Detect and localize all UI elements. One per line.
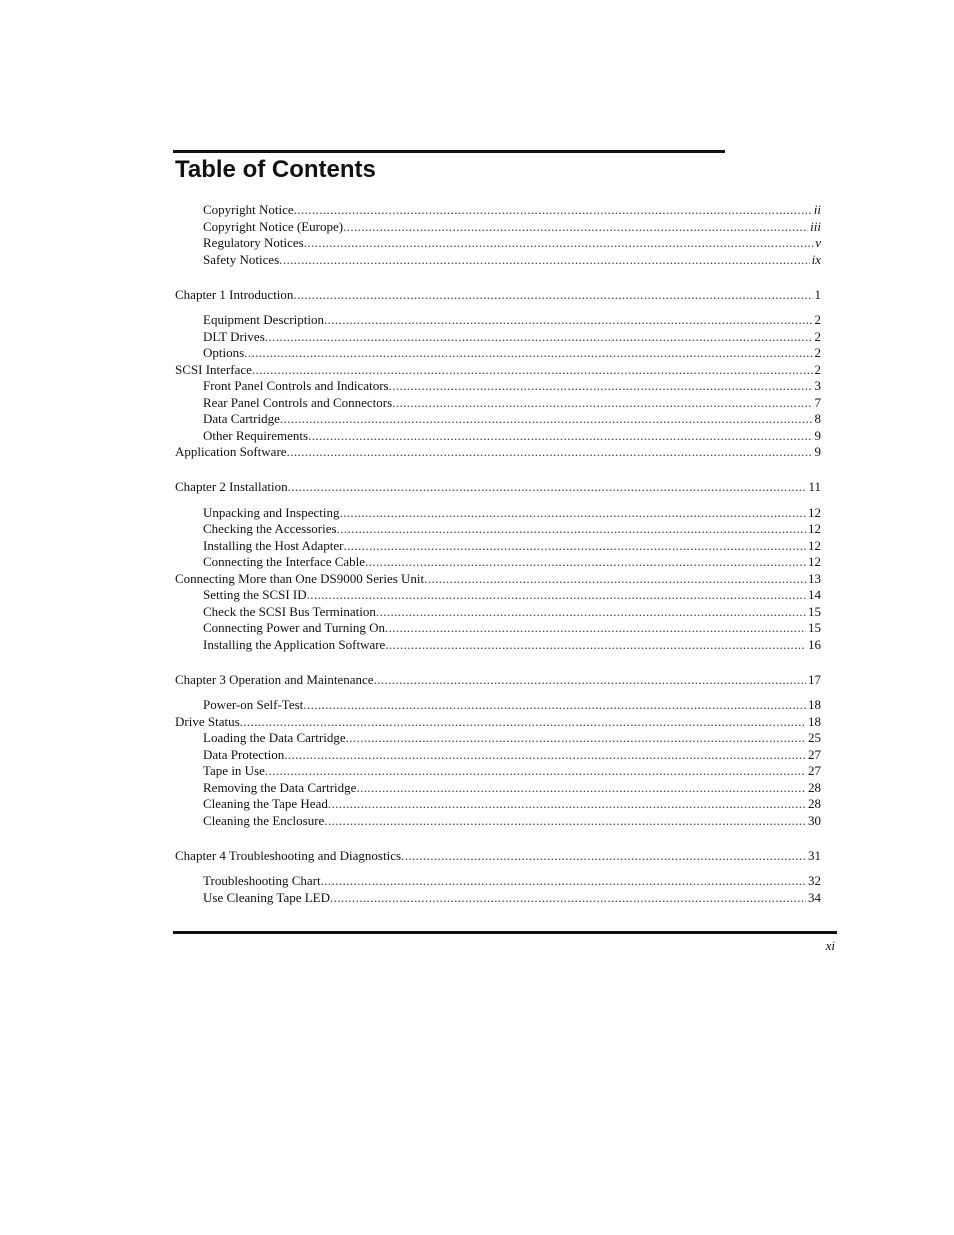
toc-entry-page: 2 [814, 312, 821, 327]
section-spacer [175, 829, 821, 848]
toc-entry-page: 27 [808, 746, 821, 762]
toc-entry-page: 34 [808, 889, 821, 905]
dot-leader [389, 378, 813, 395]
toc-entry[interactable] [175, 444, 821, 461]
toc-entry[interactable] [175, 780, 821, 797]
dot-leader [324, 813, 806, 830]
dot-leader [252, 362, 813, 379]
toc-entry-label: Other Requirements [203, 427, 309, 443]
toc-entry-label: Setting the SCSI ID [203, 587, 307, 602]
section-spacer [175, 268, 821, 287]
toc-entry-page: 28 [808, 796, 821, 811]
toc-entry[interactable] [175, 219, 821, 236]
toc-entry-page: ii [813, 202, 821, 217]
toc-entry-label: Power-on Self-Test [203, 697, 304, 712]
toc-entry[interactable] [175, 637, 821, 654]
dot-leader [365, 554, 806, 571]
toc-entry-label: Installing the Host Adapter [203, 537, 344, 553]
toc-entry-label: Chapter 2 Installation [175, 479, 288, 494]
toc-entry-label: Checking the Accessories [203, 521, 337, 536]
toc-entry[interactable] [175, 554, 821, 571]
toc-entry-page: ix [811, 251, 821, 267]
toc-entry[interactable] [175, 395, 821, 412]
dot-leader [280, 411, 813, 428]
toc-entry[interactable] [175, 604, 821, 621]
toc-entry-page: iii [810, 218, 821, 234]
toc-entry-page: 27 [808, 763, 821, 778]
toc-entry-page: 15 [808, 620, 821, 635]
toc-entry-page: 9 [814, 427, 821, 443]
dot-leader [424, 571, 806, 588]
dot-leader [343, 219, 808, 236]
toc-entry[interactable] [175, 848, 821, 865]
dot-leader [244, 345, 812, 362]
page-title: Table of Contents [175, 156, 376, 183]
toc-entry-label: Safety Notices [203, 251, 280, 267]
toc-entry-label: Data Protection [203, 746, 285, 762]
toc-entry-label: Chapter 4 Troubleshooting and Diagnostics [175, 847, 402, 863]
toc-entry-page: 8 [814, 411, 821, 426]
dot-leader [265, 763, 806, 780]
toc-entry-page: 32 [808, 873, 821, 888]
toc-entry-label: Cleaning the Tape Head [203, 796, 328, 811]
toc-entry[interactable] [175, 505, 821, 522]
toc-entry-page: v [815, 235, 821, 250]
section-spacer [175, 653, 821, 672]
toc-entry-label: Rear Panel Controls and Connectors [203, 394, 393, 410]
toc-entry-page: 15 [808, 603, 821, 619]
toc-entry-label: Equipment Description [203, 312, 324, 327]
dot-leader [324, 312, 813, 329]
dot-leader [330, 890, 806, 907]
toc-entry-page: 12 [808, 504, 821, 520]
toc-entry-page: 7 [814, 394, 821, 410]
toc-entry[interactable] [175, 329, 821, 346]
toc-entry-label: Removing the Data Cartridge [203, 779, 357, 795]
toc-entry-page: 13 [808, 570, 821, 586]
toc-entry-label: Installing the Application Software [203, 636, 386, 652]
dot-leader [346, 730, 806, 747]
dot-leader [385, 620, 806, 637]
section-spacer [175, 688, 821, 697]
toc-entry-label: Data Cartridge [203, 411, 280, 426]
toc-entry-page: 12 [808, 554, 821, 569]
toc-entry-page: 12 [808, 521, 821, 536]
dot-leader [328, 796, 806, 813]
toc-entry-page: 17 [808, 671, 821, 687]
toc-entry[interactable] [175, 479, 821, 496]
dot-leader [374, 672, 806, 689]
toc-entry[interactable] [175, 362, 821, 379]
dot-leader [321, 873, 806, 890]
toc-entry-page: 1 [814, 286, 821, 302]
table-of-contents [175, 202, 821, 906]
toc-entry[interactable] [175, 873, 821, 890]
toc-entry[interactable] [175, 521, 821, 538]
toc-entry-label: Cleaning the Enclosure [203, 812, 325, 828]
dot-leader [385, 637, 806, 654]
toc-entry-page: 31 [808, 847, 821, 863]
toc-entry-page: 28 [808, 779, 821, 795]
dot-leader [343, 538, 806, 555]
toc-entry-label: Chapter 1 Introduction [175, 286, 294, 302]
toc-entry-page: 12 [808, 537, 821, 553]
bottom-rule [173, 931, 837, 934]
dot-leader [287, 444, 813, 461]
toc-entry-page: 25 [808, 730, 821, 745]
toc-entry[interactable] [175, 813, 821, 830]
toc-entry-page: 16 [808, 636, 821, 652]
toc-entry[interactable] [175, 747, 821, 764]
toc-entry-label: Application Software [175, 444, 287, 459]
page-number: xi [825, 938, 835, 953]
toc-entry-label: Tape in Use [203, 763, 265, 778]
dot-leader [307, 587, 806, 604]
dot-leader [294, 202, 812, 219]
toc-entry[interactable] [175, 378, 821, 395]
toc-entry-label: Connecting Power and Turning On [203, 620, 385, 635]
toc-entry-page: 18 [808, 713, 821, 729]
toc-entry-label: Front Panel Controls and Indicators [203, 378, 389, 393]
toc-entry[interactable] [175, 796, 821, 813]
toc-entry[interactable] [175, 620, 821, 637]
toc-entry-label: Loading the Data Cartridge [203, 730, 346, 745]
toc-entry[interactable] [175, 345, 821, 362]
toc-entry[interactable] [175, 697, 821, 714]
dot-leader [401, 848, 806, 865]
toc-entry-label: Troubleshooting Chart [203, 873, 321, 888]
toc-entry-page: 18 [808, 697, 821, 712]
toc-entry[interactable] [175, 202, 821, 219]
dot-leader [303, 697, 806, 714]
toc-entry-label: Use Cleaning Tape LED [203, 889, 331, 905]
dot-leader [376, 604, 806, 621]
toc-entry[interactable] [175, 411, 821, 428]
section-spacer [175, 864, 821, 873]
dot-leader [356, 780, 806, 797]
toc-entry-page: 14 [808, 587, 821, 602]
dot-leader [304, 235, 813, 252]
dot-leader [265, 329, 813, 346]
toc-entry-page: 2 [814, 361, 821, 377]
dot-leader [288, 479, 807, 496]
dot-leader [392, 395, 812, 412]
toc-entry-label: Chapter 3 Operation and Maintenance [175, 671, 374, 687]
toc-entry-page: 11 [808, 479, 821, 494]
toc-entry[interactable] [175, 287, 821, 304]
section-spacer [175, 461, 821, 480]
toc-entry-label: Connecting the Interface Cable [203, 554, 366, 569]
toc-entry[interactable] [175, 714, 821, 731]
dot-leader [279, 252, 809, 269]
toc-entry[interactable] [175, 587, 821, 604]
toc-entry-label: Unpacking and Inspecting [203, 504, 340, 520]
toc-entry-page: 2 [814, 328, 821, 344]
dot-leader [339, 505, 806, 522]
section-spacer [175, 496, 821, 505]
dot-leader [308, 428, 812, 445]
dot-leader [293, 287, 812, 304]
dot-leader [337, 521, 806, 538]
toc-entry[interactable] [175, 571, 821, 588]
toc-entry[interactable] [175, 672, 821, 689]
dot-leader [284, 747, 806, 764]
toc-entry[interactable] [175, 312, 821, 329]
dot-leader [240, 714, 806, 731]
toc-entry-label: Check the SCSI Bus Termination [203, 603, 376, 619]
toc-entry-page: 2 [814, 345, 821, 360]
toc-entry[interactable] [175, 252, 821, 269]
toc-entry[interactable] [175, 763, 821, 780]
toc-entry[interactable] [175, 428, 821, 445]
toc-entry[interactable] [175, 890, 821, 907]
toc-entry-label: Copyright Notice (Europe) [203, 218, 344, 234]
toc-entry[interactable] [175, 730, 821, 747]
toc-entry-page: 3 [814, 378, 821, 393]
toc-entry-label: Options [203, 345, 245, 360]
toc-entry-label: Connecting More than One DS9000 Series Unit [175, 570, 425, 586]
toc-entry-label: DLT Drives [203, 328, 265, 344]
toc-entry-label: Drive Status [175, 713, 240, 729]
toc-entry-label: Copyright Notice [203, 202, 294, 217]
toc-entry-label: Regulatory Notices [203, 235, 304, 250]
toc-entry-page: 30 [808, 812, 821, 828]
toc-entry[interactable] [175, 235, 821, 252]
section-spacer [175, 303, 821, 312]
top-rule [173, 150, 725, 153]
toc-entry[interactable] [175, 538, 821, 555]
toc-entry-label: SCSI Interface [175, 361, 252, 377]
toc-entry-page: 9 [814, 444, 821, 459]
